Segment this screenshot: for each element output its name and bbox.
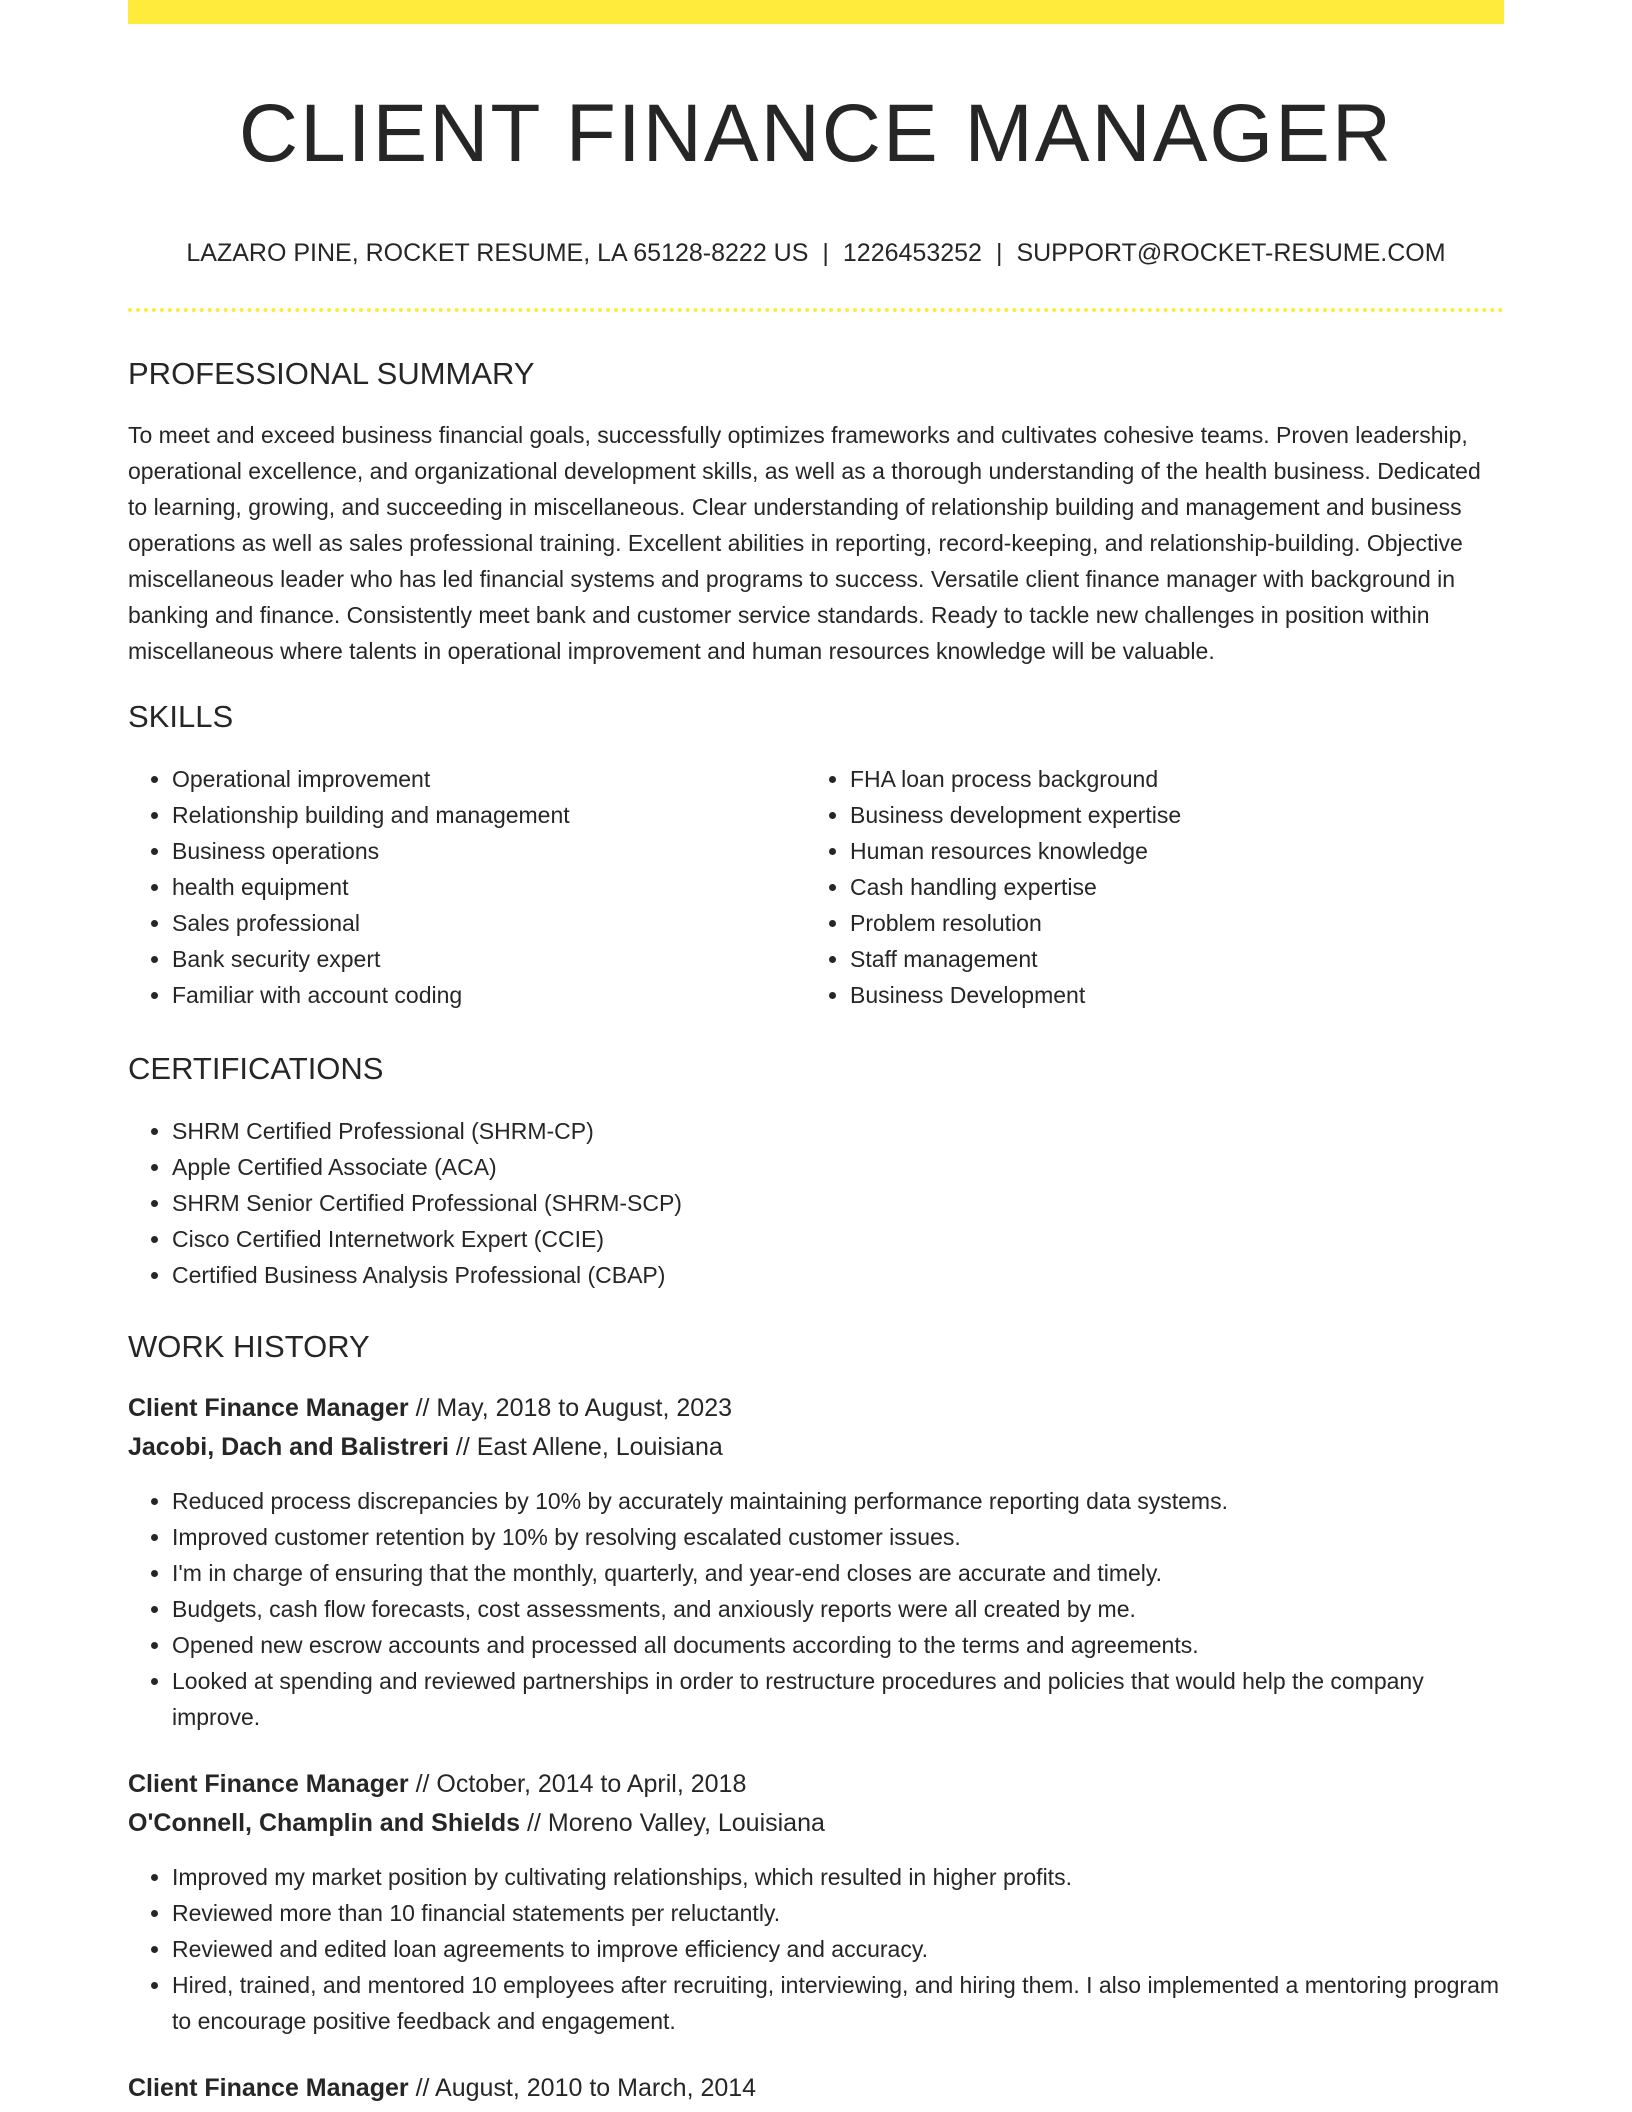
skill-item: • Human resources knowledge — [850, 833, 1484, 869]
skill-item: • Business operations — [172, 833, 806, 869]
certification-item: • SHRM Certified Professional (SHRM-CP) — [172, 1113, 1504, 1149]
job-bullet: • Opened new escrow accounts and processed all documents according to the terms and agreements. — [172, 1627, 1504, 1663]
job-company-line — [128, 1804, 1504, 1843]
job-role: Client Finance Manager — [128, 2074, 409, 2102]
job-bullet: • Hired, trained, and mentored 10 employees after recruiting, interviewing, and hiring them. I also implemented a mentoring program to encourage positive feedback and engagement. — [172, 1967, 1504, 2039]
job-bullet: • Budgets, cash flow forecasts, cost assessments, and anxiously reports were all created by me. — [172, 1591, 1504, 1627]
skills-grid — [128, 761, 1504, 1013]
job-dates: // August, 2010 to March, 2014 — [415, 2074, 757, 2102]
job-bullets — [128, 1859, 1504, 2039]
skill-item: • Familiar with account coding — [172, 977, 806, 1013]
job-role-line — [128, 1765, 1504, 1804]
header-divider — [128, 308, 1504, 312]
job-entry — [128, 1389, 1504, 1735]
job-role-line — [128, 1389, 1504, 1428]
contact-phone: 1226453252 — [842, 239, 982, 267]
job-bullet: • Looked at spending and reviewed partnerships in order to restructure procedures and policies that would help the company improve. — [172, 1663, 1504, 1735]
skills-heading: SKILLS — [128, 699, 234, 734]
job-bullet: • Improved my market position by cultivating relationships, which resulted in higher profits. — [172, 1859, 1504, 1895]
work-history-heading: WORK HISTORY — [128, 1329, 370, 1364]
job-dates: // May, 2018 to August, 2023 — [415, 1394, 732, 1422]
skill-item: • health equipment — [172, 869, 806, 905]
job-bullet: • Reviewed and edited loan agreements to improve efficiency and accuracy. — [172, 1931, 1504, 1967]
job-company-line — [128, 1428, 1504, 1467]
job-bullet: • Improved customer retention by 10% by resolving escalated customer issues. — [172, 1519, 1504, 1555]
contact-address: LAZARO PINE, ROCKET RESUME, LA 65128-8222 US — [186, 239, 809, 267]
skills-list-left — [128, 761, 806, 1013]
skill-item: • Cash handling expertise — [850, 869, 1484, 905]
contact-line — [128, 238, 1504, 268]
skill-item: • Operational improvement — [172, 761, 806, 797]
summary-text: To meet and exceed business financial goals, successfully optimizes frameworks and cultivates cohesive teams. Proven leadership, operational excellence, and organizational development skills, as well as a thorough understanding of the health business. Dedicated to learning, growing, and succeeding in miscellaneous. Clear understanding of relationship building and management and business operations as well as sales professional training. Excellent abilities in reporting, record-keeping, and relationship-building. Objective miscellaneous leader who has led financial systems and programs to success. Versatile client finance manager with background in banking and finance. Consistently meet bank and customer service standards. Ready to tackle new challenges in position within miscellaneous where talents in operational improvement and human resources knowledge will be valuable. — [128, 422, 1481, 664]
certification-item: • SHRM Senior Certified Professional (SHRM-SCP) — [172, 1185, 1504, 1221]
certification-item: • Certified Business Analysis Professional (CBAP) — [172, 1257, 1504, 1293]
top-accent-bar — [128, 0, 1504, 24]
contact-email: SUPPORT@ROCKET-RESUME.COM — [1016, 239, 1446, 267]
skill-item: • Business Development — [850, 977, 1484, 1013]
skill-item: • Business development expertise — [850, 797, 1484, 833]
job-entry — [128, 2069, 1504, 2108]
summary-heading: PROFESSIONAL SUMMARY — [128, 356, 535, 391]
contact-separator: | — [995, 239, 1003, 267]
skill-item: • Relationship building and management — [172, 797, 806, 833]
contact-separator: | — [822, 239, 829, 267]
certification-item: • Apple Certified Associate (ACA) — [172, 1149, 1504, 1185]
certifications-heading: CERTIFICATIONS — [128, 1051, 384, 1086]
certification-item: • Cisco Certified Internetwork Expert (CCIE) — [172, 1221, 1504, 1257]
job-role-line — [128, 2069, 1504, 2108]
certifications-list — [128, 1113, 1504, 1293]
job-bullet: • I'm in charge of ensuring that the monthly, quarterly, and year-end closes are accurate and timely. — [172, 1555, 1504, 1591]
skill-item: • Problem resolution — [850, 905, 1484, 941]
job-entry — [128, 1765, 1504, 2039]
skill-item: • Staff management — [850, 941, 1484, 977]
resume-title: CLIENT FINANCE MANAGER — [238, 88, 1394, 179]
job-bullet: • Reduced process discrepancies by 10% by accurately maintaining performance reporting data systems. — [172, 1483, 1504, 1519]
job-company: Jacobi, Dach and Balistreri — [128, 1433, 449, 1461]
resume-page — [128, 0, 1504, 2108]
skills-list-right — [806, 761, 1484, 1013]
job-bullets — [128, 1483, 1504, 1735]
job-location: // Moreno Valley, Louisiana — [527, 1809, 825, 1837]
job-dates: // October, 2014 to April, 2018 — [415, 1770, 747, 1798]
skill-item: • Sales professional — [172, 905, 806, 941]
skill-item: • Bank security expert — [172, 941, 806, 977]
job-location: // East Allene, Louisiana — [455, 1433, 723, 1461]
skill-item: • FHA loan process background — [850, 761, 1484, 797]
job-role: Client Finance Manager — [128, 1394, 409, 1422]
job-role: Client Finance Manager — [128, 1770, 409, 1798]
job-bullet: • Reviewed more than 10 financial statements per reluctantly. — [172, 1895, 1504, 1931]
job-company: O'Connell, Champlin and Shields — [128, 1809, 521, 1837]
